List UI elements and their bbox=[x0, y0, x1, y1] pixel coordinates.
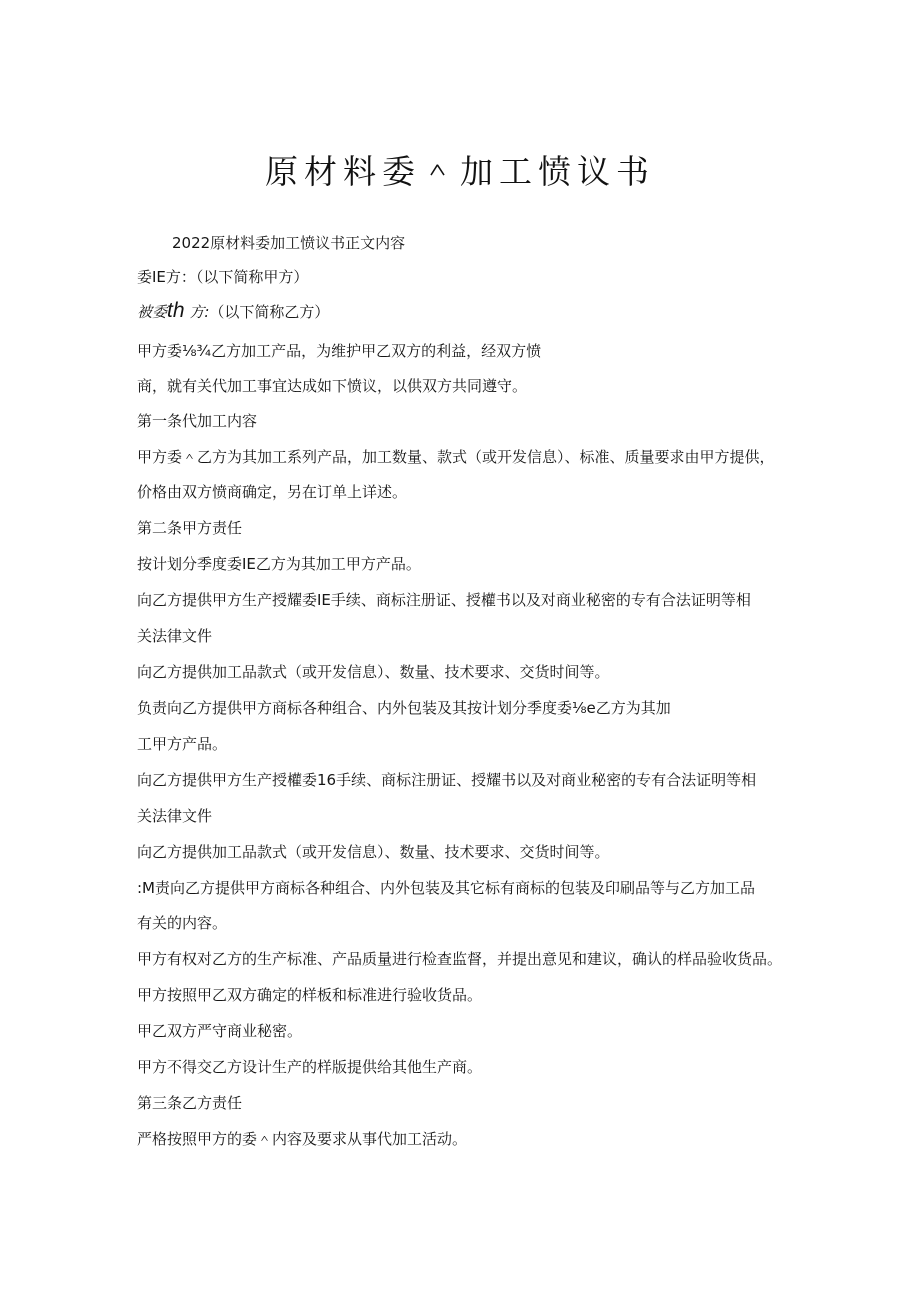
party-a-line: 委IE方：（以下简称甲方） bbox=[137, 268, 309, 286]
paragraph-line: 向乙方提供加工品款式（或开发信息）、数量、技术要求、交货时间等。 bbox=[137, 843, 610, 861]
section-heading: 第三条乙方责任 bbox=[137, 1094, 243, 1112]
party-b-mid: th bbox=[167, 299, 185, 322]
paragraph-line: 向乙方提供加工品款式（或开发信息）、数量、技术要求、交货时间等。 bbox=[137, 663, 610, 681]
party-b-prefix: 被委 bbox=[137, 303, 168, 321]
document-title: 原材料委＾加工愤议书 bbox=[265, 152, 655, 191]
paragraph-line: 甲方不得交乙方设计生产的样版提供给其他生产商。 bbox=[137, 1058, 483, 1076]
paragraph-line: 甲方有权对乙方的生产标准、产品质量进行检查监督，并提出意见和建议，确认的样品验收货品。 bbox=[137, 950, 783, 968]
paragraph-line: 甲方委＾乙方为其加工系列产品，加工数量、款式（或开发信息）、标准、质量要求由甲方提供， bbox=[137, 448, 775, 466]
paragraph-line: 商，就有关代加工事宜达成如下愤议，以供双方共同遵守。 bbox=[137, 377, 528, 395]
paragraph-line: :M责向乙方提供甲方商标各种组合、内外包装及其它标有商标的包装及印刷品等与乙方加工品 bbox=[137, 879, 755, 897]
paragraph-line: 关法律文件 bbox=[137, 807, 213, 825]
paragraph-line: 甲乙双方严守商业秘密。 bbox=[137, 1022, 303, 1040]
paragraph-line: 严格按照甲方的委＾内容及要求从事代加工活动。 bbox=[137, 1130, 468, 1148]
paragraph-line: 甲方委⅛¾乙方加工产品，为维护甲乙双方的利益，经双方愤 bbox=[137, 342, 542, 360]
paragraph-line: 价格由双方愤商确定，另在订单上详述。 bbox=[137, 483, 408, 501]
paragraph-line: 向乙方提供甲方生产授權委16手续、商标注册证、授耀书以及对商业秘密的专有合法证明等相 bbox=[137, 771, 757, 789]
paragraph-line: 负责向乙方提供甲方商标各种组合、内外包装及其按计划分季度委⅛e乙方为其加 bbox=[137, 699, 671, 717]
party-b-line bbox=[137, 301, 329, 322]
party-b-rest: （以下简称乙方） bbox=[209, 303, 330, 321]
paragraph-line: 按计划分季度委IE乙方为其加工甲方产品。 bbox=[137, 555, 421, 573]
paragraph-line: 向乙方提供甲方生产授耀委IE手续、商标注册证、授權书以及对商业秘密的专有合法证明等相 bbox=[137, 591, 751, 609]
document-subtitle: 2022原材料委加工愤议书正文内容 bbox=[172, 234, 406, 252]
paragraph-line: 工甲方产品。 bbox=[137, 735, 228, 753]
section-heading: 第一条代加工内容 bbox=[137, 412, 258, 430]
paragraph-line: 甲方按照甲乙双方确定的样板和标准进行验收货品。 bbox=[137, 986, 483, 1004]
section-heading: 第二条甲方责任 bbox=[137, 519, 243, 537]
paragraph-line: 关法律文件 bbox=[137, 627, 213, 645]
party-b-suffix: 方: bbox=[189, 303, 210, 321]
paragraph-line: 有关的内容。 bbox=[137, 914, 228, 932]
